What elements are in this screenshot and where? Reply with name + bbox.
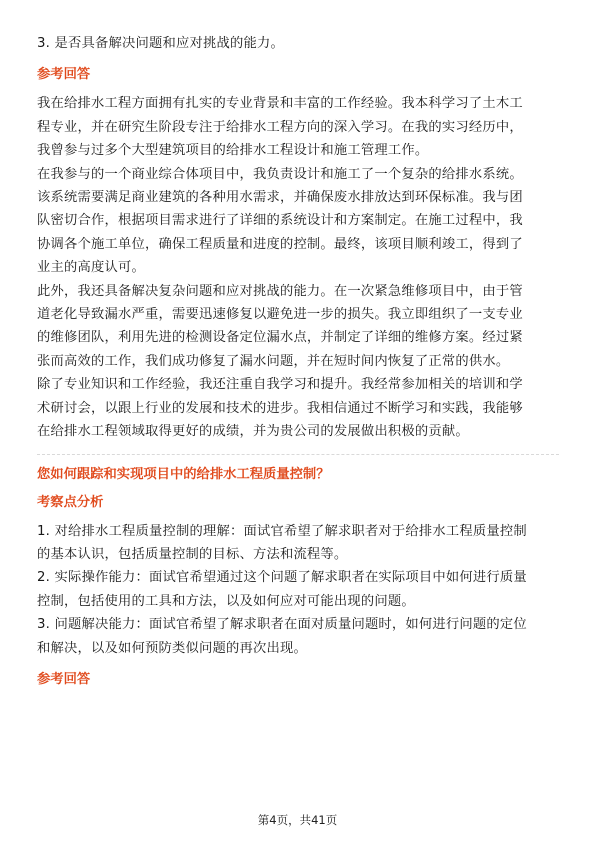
answer-paragraph-4	[37, 373, 559, 443]
text-line: 在给排水工程领域取得更好的成绩，并为贵公司的发展做出积极的贡献。	[37, 424, 469, 440]
page-content	[37, 32, 559, 691]
text-line: 道老化导致漏水严重，需要迅速修复以避免进一步的损失。我立即组织了一支专业	[37, 307, 523, 323]
section-divider	[37, 454, 559, 455]
reference-answer-heading: 参考回答	[37, 67, 91, 83]
reference-answer-heading-2: 参考回答	[37, 671, 91, 687]
text-line: 程专业，并在研究生阶段专注于给排水工程方向的深入学习。在我的实习经历中，	[37, 119, 523, 135]
text-line: 除了专业知识和工作经验，我还注重自我学习和提升。我经常参加相关的培训和学	[37, 377, 523, 393]
answer-paragraph-2	[37, 163, 559, 280]
text-line: 和解决，以及如何预防类似问题的再次出现。	[37, 640, 307, 656]
analysis-heading: 考察点分析	[37, 494, 104, 510]
intro-item-3: 3. 是否具备解决问题和应对挑战的能力。	[37, 36, 284, 51]
question-title: 您如何跟踪和实现项目中的给排水工程质量控制？	[37, 466, 330, 482]
text-line: 2. 实际操作能力：面试官希望通过这个问题了解求职者在实际项目中如何进行质量	[37, 570, 527, 586]
text-line: 的基本认识，包括质量控制的目标、方法和流程等。	[37, 546, 348, 562]
answer-paragraph-3	[37, 280, 559, 374]
text-line: 的维修团队，利用先进的检测设备定位漏水点，并制定了详细的维修方案。经过紧	[37, 330, 523, 346]
text-line: 张而高效的工作，我们成功修复了漏水问题，并在短时间内恢复了正常的供水。	[37, 353, 510, 369]
text-line: 术研讨会，以跟上行业的发展和技术的进步。我相信通过不断学习和实践，我能够	[37, 400, 523, 416]
text-line: 1. 对给排水工程质量控制的理解：面试官希望了解求职者对于给排水工程质量控制	[37, 523, 527, 539]
page-number: 第4页，共41页	[257, 813, 338, 827]
text-line: 此外，我还具备解决复杂问题和应对挑战的能力。在一次紧急维修项目中，由于管	[37, 283, 523, 299]
text-line: 队密切合作，根据项目需求进行了详细的系统设计和方案制定。在施工过程中，我	[37, 213, 523, 229]
text-line: 业主的高度认可。	[37, 260, 145, 276]
answer-paragraph-1	[37, 92, 559, 162]
text-line: 协调各个施工单位，确保工程质量和进度的控制。最终，该项目顺利竣工，得到了	[37, 236, 523, 252]
text-line: 我在给排水工程方面拥有扎实的专业背景和丰富的工作经验。我本科学习了土木工	[37, 96, 523, 112]
analysis-item-2	[37, 566, 559, 613]
text-line: 该系统需要满足商业建筑的各种用水需求，并确保废水排放达到环保标准。我与团	[37, 190, 523, 206]
text-line: 在我参与的一个商业综合体项目中，我负责设计和施工了一个复杂的给排水系统。	[37, 166, 523, 182]
analysis-item-3	[37, 613, 559, 660]
text-line: 3. 问题解决能力：面试官希望了解求职者在面对质量问题时，如何进行问题的定位	[37, 617, 527, 633]
analysis-item-1	[37, 520, 559, 567]
text-line: 我曾参与过多个大型建筑项目的给排水工程设计和施工管理工作。	[37, 143, 429, 159]
text-line: 控制，包括使用的工具和方法，以及如何应对可能出现的问题。	[37, 593, 415, 609]
